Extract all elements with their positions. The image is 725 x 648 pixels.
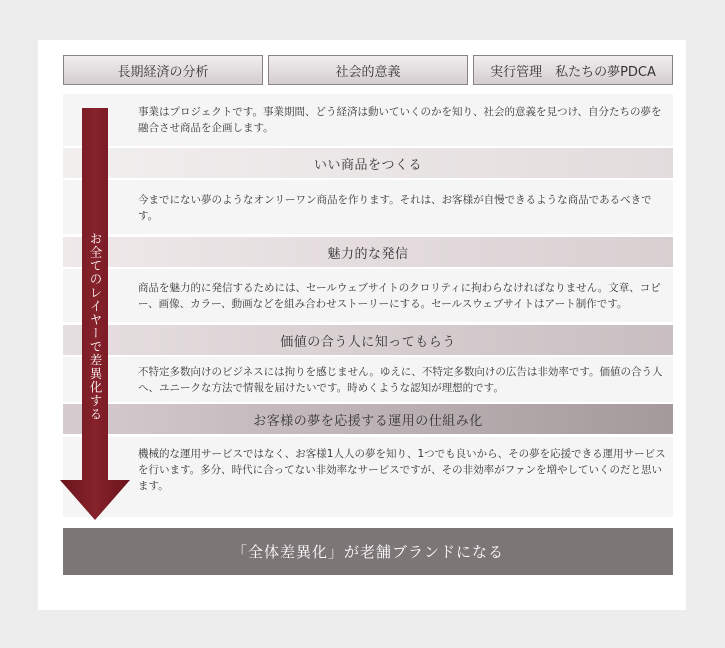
conclusion-banner: 「全体差異化」が老舗ブランドになる bbox=[63, 528, 673, 575]
heading-good-products: いい商品をつくる bbox=[313, 157, 422, 173]
section-2-text: 商品を魅力的に発信するためには、セールウェブサイトのクロリティに拘わらなければなりません。文章、コピー、画像、カラー、動画などを組み合わせストーリーにする。セールスウェブサイトはアート制作です。 bbox=[138, 282, 661, 310]
heading-reach-right-people: 価値の合う人に知ってもらう bbox=[280, 334, 456, 350]
tab-execution-management-pdca: 実行管理 私たちの夢PDCA bbox=[473, 55, 673, 85]
heading-support-customer-dreams: お客様の夢を応援する運用の仕組み化 bbox=[253, 413, 483, 429]
intro-text: 事業はプロジェクトです。事業期間、どう経済は動いていくのかを知り、社会的意義を見つけ、自分たちの夢を融合させ商品を企画します。 bbox=[138, 106, 662, 134]
heading-attractive-messaging: 魅力的な発信 bbox=[327, 246, 409, 262]
tab-social-significance: 社会的意義 bbox=[268, 55, 468, 85]
heading-band-reach-right-people bbox=[63, 325, 673, 355]
tab-long-term-economic-analysis: 長期経済の分析 bbox=[63, 55, 263, 85]
section-1-text: 今までにない夢のようなオンリーワン商品を作ります。それは、お客様が自慢できるような商品であるべきです。 bbox=[138, 194, 652, 222]
section-3-text: 不特定多数向けのビジネスには拘りを感じません。ゆえに、不特定多数向けの広告は非効率です。価値の合う人へ、ユニークな方法で情報を届けたいです。時めくような認知が理想的です。 bbox=[138, 366, 663, 394]
heading-band-good-products bbox=[63, 148, 673, 178]
section-4-text: 機械的な運用サービスではなく、お客様1人人の夢を知り、1つでも良いから、その夢を応援できる運用サービスを行います。多分、時代に合ってない非効率なサービスですが、その非効率がファンを増やしていくのだと思います。 bbox=[138, 448, 666, 492]
heading-band-attractive-messaging bbox=[63, 237, 673, 267]
arrow-label: お全てのレイヤーで差異化する bbox=[88, 232, 103, 421]
heading-band-support-customer-dreams bbox=[63, 404, 673, 434]
